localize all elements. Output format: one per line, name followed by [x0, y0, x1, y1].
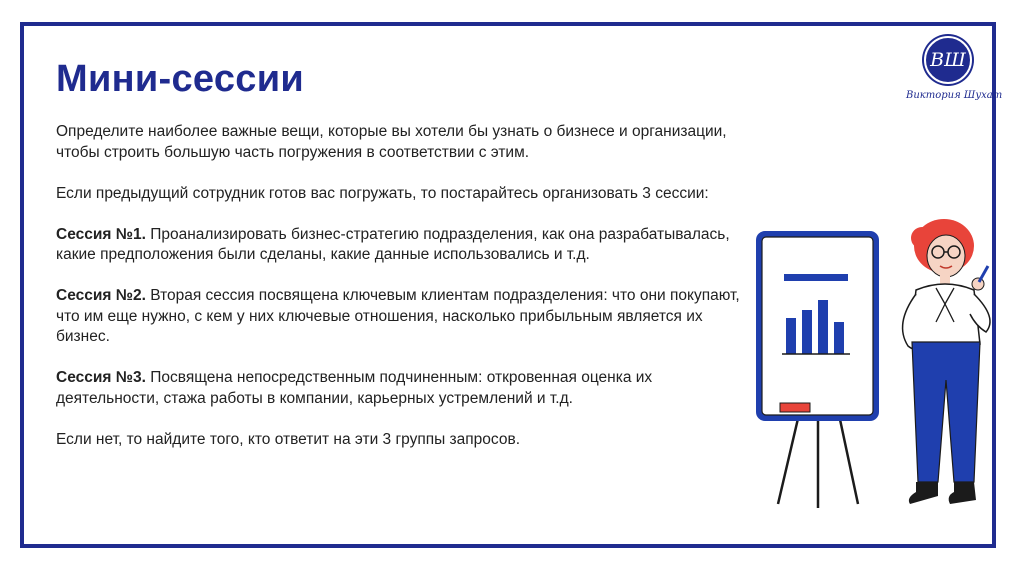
slide-title: Мини-сессии	[56, 58, 305, 100]
logo-monogram: ВШ	[924, 36, 972, 84]
session-2-paragraph	[56, 286, 746, 348]
session-2-label: Сессия №2.	[56, 287, 146, 304]
slide-body	[56, 122, 746, 471]
author-logo	[906, 36, 1003, 108]
intro-paragraph: Определите наиболее важные вещи, которые вы хотели бы узнать о бизнесе и организации, чтобы строить большую часть погружения в соответствии с этим.	[56, 123, 727, 161]
session-1-text: Проанализировать бизнес-стратегию подразделения, как она разрабатывалась, какие предположения были сделаны, какие данные использовались и т.д.	[56, 225, 730, 263]
logo-caption: Виктория Шухат	[906, 90, 1003, 101]
sessions-intro-paragraph: Если предыдущий сотрудник готов вас погружать, то постарайтесь организовать 3 сессии:	[56, 184, 709, 202]
session-3-label: Сессия №3.	[56, 369, 146, 386]
session-1-label: Сессия №1.	[56, 225, 146, 243]
presenter-woman-icon	[903, 219, 990, 504]
session-1-paragraph	[56, 225, 746, 266]
presenter-illustration	[748, 214, 1004, 514]
session-2-text: Вторая сессия посвящена ключевым клиентам подразделения: что они покупают, что им еще нужно, с кем у них ключевые отношения, насколько прибыльным является их бизнес.	[56, 287, 740, 345]
session-3-text: Посвящена непосредственным подчиненным: откровенная оценка их деятельности, стажа работы в компании, карьерных устремлений и т.д.	[56, 369, 653, 407]
closing-paragraph: Если нет, то найдите того, кто ответит на эти 3 группы запросов.	[56, 430, 521, 448]
flipchart-icon	[759, 234, 876, 508]
session-3-paragraph	[56, 368, 746, 409]
